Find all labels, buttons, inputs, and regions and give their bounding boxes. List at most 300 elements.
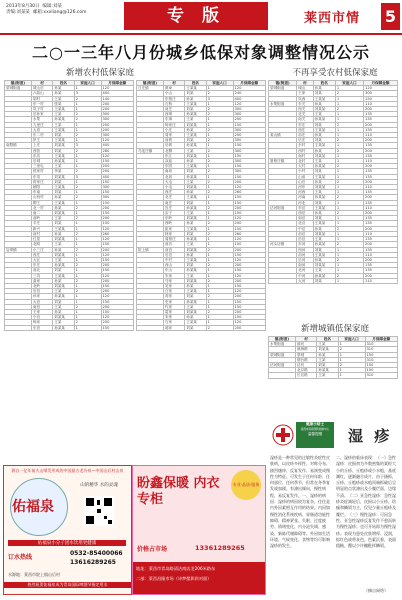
table-cell: 王某某	[313, 174, 335, 179]
table-cell: 王某某	[313, 96, 335, 101]
table-cell: 姜山镇	[269, 133, 297, 138]
table-cell: 王某	[185, 148, 206, 153]
table-cell: 后泊	[31, 289, 52, 294]
column-header: 镇(街道)	[137, 81, 164, 86]
table-cell: 王家	[31, 309, 52, 314]
table-cell: 胡村	[31, 96, 52, 101]
table-cell: 刘某某	[185, 216, 206, 221]
table-cell: 北沽	[297, 221, 313, 226]
table-cell: 前北	[31, 268, 52, 273]
table-cell	[269, 373, 296, 378]
table-cell: 2	[206, 91, 233, 96]
table-cell: 200	[233, 117, 266, 122]
table-cell: 孙某某	[313, 164, 335, 169]
column-header: 家庭人口	[338, 337, 365, 342]
table-cell: 200	[364, 148, 398, 153]
ad-water-slogan: 山的精华 水的灵魂	[80, 483, 118, 488]
table-cell: 2	[74, 117, 101, 122]
table-cell: 1	[338, 352, 365, 357]
table-cell: 三里屯	[31, 164, 52, 169]
table-cell: 孙某	[185, 252, 206, 257]
table-cell: 后城	[31, 159, 52, 164]
table-cell: 东村	[297, 143, 313, 148]
table-cell: 150	[101, 159, 134, 164]
table-cell: 孙某	[53, 278, 74, 283]
table-cell: 110	[364, 205, 398, 210]
table-cell: 东二村	[31, 133, 52, 138]
table-cell: 烟台路	[295, 357, 316, 362]
section-left-title: 新增农村低保家庭	[65, 68, 134, 78]
editor-line: 编辑:刘某	[42, 4, 62, 9]
table-cell: 院上镇	[137, 247, 164, 252]
table-cell: 孙某	[313, 86, 335, 91]
table-cell: 孙某某	[313, 242, 335, 247]
table-cell: 2	[74, 112, 101, 117]
table-cell: 王某	[185, 273, 206, 278]
table-cell: 310	[365, 373, 398, 378]
table-cell: 水集街道	[269, 101, 297, 106]
table-cell: 400	[101, 143, 134, 148]
table-cell: 孙某某	[185, 299, 206, 304]
table-cell: 120	[233, 273, 266, 278]
table-cell: 王某某	[53, 273, 74, 278]
table-cell: 135	[364, 127, 398, 132]
table-cell: 杨家庄	[163, 122, 184, 127]
table-cell: 高家	[163, 294, 184, 299]
table-cell: 山西村	[31, 195, 52, 200]
table-cell: 200	[101, 263, 134, 268]
table-cell: 1	[206, 133, 233, 138]
table-cell: 西关	[297, 107, 313, 112]
table-cell: 150	[365, 352, 398, 357]
table-cell: 150	[101, 200, 134, 205]
table-cell: 2	[74, 278, 101, 283]
table-cell: 孙某	[53, 195, 74, 200]
table-cell: 1	[74, 283, 101, 288]
column-header: 镇(街道)	[269, 337, 296, 342]
table-cell: 王某	[53, 320, 74, 325]
table-cell: 王家	[297, 91, 313, 96]
page-number: 5	[381, 3, 400, 30]
table-cell: 150	[233, 200, 266, 205]
table-cell: 前泊	[163, 247, 184, 252]
table-cell: 王某	[185, 304, 206, 309]
table-cell: 200	[101, 216, 134, 221]
table-cell: 135	[364, 200, 398, 205]
table-cell: 刘某某	[53, 237, 74, 242]
table-cell: 300	[233, 159, 266, 164]
table-cell: 1	[335, 190, 363, 195]
table-cell: 1	[74, 325, 101, 330]
table-cell: 120	[233, 237, 266, 242]
table-cell: 1	[338, 342, 365, 347]
table-cell: 2	[335, 242, 363, 247]
table-cell: 王某某	[185, 257, 206, 262]
table-cell: 马家	[163, 278, 184, 283]
table-cell: 1	[74, 86, 101, 91]
table-cell: 150	[233, 153, 266, 158]
table-cell: 东店	[31, 153, 52, 158]
table-cell: 刘某	[185, 91, 206, 96]
table-cell: 150	[233, 268, 266, 273]
table-cell: 沽河	[295, 363, 316, 368]
article-source: （摘自网络）	[364, 588, 388, 593]
table-cell: 1	[74, 164, 101, 169]
table-cell: 朝阳	[31, 185, 52, 190]
table-cell: 王某	[53, 242, 74, 247]
table-cell: 望城街道	[269, 352, 296, 357]
table-cell: 1	[335, 96, 363, 101]
column-header: 村	[297, 81, 313, 86]
table-cell: 山前	[297, 174, 313, 179]
table-cell: 300	[101, 185, 134, 190]
table-cell: 孙某某	[317, 368, 338, 373]
table-cell: 南河	[297, 263, 313, 268]
table-cell: 东泊	[31, 325, 52, 330]
table-cell: 1	[206, 86, 233, 91]
ad-underwear-headline: 盼鑫保暖 内衣专柜	[137, 476, 220, 507]
table-cell: 王某	[313, 112, 335, 117]
table-cell: 150	[101, 299, 134, 304]
table-cell: 岚西	[297, 96, 313, 101]
table-cell: 刘某某	[53, 174, 74, 179]
table-cell: 史家	[163, 299, 184, 304]
table-cell: 大瓦	[31, 257, 52, 262]
table-cell: 150	[101, 221, 134, 226]
table-cell: 郝家	[163, 325, 184, 330]
table-cell: 刘某	[53, 133, 74, 138]
table-cell: 河头店镇	[269, 242, 297, 247]
table-row	[5, 325, 134, 330]
table-cell: 刘某	[185, 263, 206, 268]
table-cell: 1	[74, 237, 101, 242]
table-cell: 110	[364, 159, 398, 164]
table-cell: 2	[206, 138, 233, 143]
table-cell: 小山	[163, 91, 184, 96]
table-cell: 柳王	[31, 200, 52, 205]
table-cell: 后庄	[297, 138, 313, 143]
ad-water-source: 水源地：莱西市院上镇山后村	[8, 572, 60, 577]
table-cell: 200	[364, 211, 398, 216]
table-cell: 孙某	[185, 96, 206, 101]
table-cell: 1	[335, 159, 363, 164]
table-cell: 300	[233, 107, 266, 112]
table-cell: 刘某	[53, 190, 74, 195]
table-cell: 大河	[297, 278, 313, 283]
table-cell: 120	[364, 86, 398, 91]
table-cell: 1	[74, 299, 101, 304]
table-cell: 2	[335, 211, 363, 216]
table-cell: 2	[74, 205, 101, 210]
table-cell: 200	[233, 263, 266, 268]
table-cell: 侯家村	[31, 169, 52, 174]
table-cell: 刘某	[53, 179, 74, 184]
table-cell: 中村	[163, 257, 184, 262]
table-cell: 120	[101, 294, 134, 299]
table-cell: 310	[365, 347, 398, 352]
table-cell: 马连庄镇	[137, 148, 164, 153]
ad-water-footer: 热烈祝贺佑福泉成为青岛国际啤酒节指定用水	[4, 582, 131, 588]
page-title: 二○一三年八月份城乡低保对象调整情况公示	[32, 43, 370, 62]
table-cell: 河西	[297, 190, 313, 195]
table-cell: 刘某某	[53, 252, 74, 257]
table-cell: 1	[74, 294, 101, 299]
column-header: 月保障金额	[365, 337, 398, 342]
table-cell: 刘某	[185, 138, 206, 143]
table-cell: 刘某	[185, 200, 206, 205]
table-cell: 水集街道	[269, 342, 296, 347]
table-cell: 300	[233, 148, 266, 153]
section-city-title: 新增城镇低保家庭	[300, 324, 369, 334]
table-cell	[5, 325, 32, 330]
table-cell: 前店	[163, 242, 184, 247]
table-cell: 150	[233, 174, 266, 179]
table-cell: 大村	[297, 164, 313, 169]
table-cell: 120	[233, 86, 266, 91]
table-cell: 孙某	[185, 159, 206, 164]
table-cell: 2	[206, 179, 233, 184]
table-cell: 王某	[313, 268, 335, 273]
table-cell: 120	[233, 216, 266, 221]
table-cell: 1	[206, 174, 233, 179]
table-row	[137, 325, 266, 330]
badge-tag: 温馨提醒	[307, 432, 323, 436]
table-cell: 刘某某	[185, 309, 206, 314]
table-cell: 西山	[163, 263, 184, 268]
table-cell: 刘某某	[313, 107, 335, 112]
table-cell: 2	[74, 247, 101, 252]
table-cell: 周家	[163, 133, 184, 138]
table-cell: 刘某某	[53, 315, 74, 320]
column-header: 姓名	[313, 81, 335, 86]
table-cell: 1	[74, 107, 101, 112]
table-cell: 刘某某	[313, 263, 335, 268]
table-cell: 260	[101, 231, 134, 236]
table-cell: 宋家	[163, 315, 184, 320]
table-cell: 北庄	[163, 195, 184, 200]
table-cell: 刘某	[185, 169, 206, 174]
table-cell: 刘某	[185, 107, 206, 112]
table-cell: 110	[364, 101, 398, 106]
table-cell: 200	[233, 325, 266, 330]
red-cross-icon	[272, 424, 294, 446]
column-header: 月保障金额	[364, 81, 398, 86]
table-cell: 2	[206, 263, 233, 268]
table-cell: 王某某	[53, 138, 74, 143]
table-cell: 店埠镇	[5, 247, 32, 252]
table-cell: 刘某	[317, 363, 338, 368]
table-cell: 刘某某	[185, 185, 206, 190]
table-cell: 孙某	[185, 221, 206, 226]
table-cell: 王某	[313, 190, 335, 195]
ad-water-sub: 佑福泉小分子团水饮用更健康	[8, 540, 126, 546]
table-cell: 伊王	[31, 138, 52, 143]
table-cell: 石桥	[163, 101, 184, 106]
table-cell: 2	[335, 107, 363, 112]
table-cell: 1	[338, 357, 365, 362]
table-cell: 孙某某	[313, 117, 335, 122]
table-cell: 135	[364, 190, 398, 195]
table-cell: 刘某某	[185, 278, 206, 283]
table-cell: 孙某某	[53, 294, 74, 299]
table-cell: 1	[206, 200, 233, 205]
table-cell: 1	[74, 226, 101, 231]
table-cell: 120	[233, 289, 266, 294]
table-cell: 2	[206, 190, 233, 195]
table-cell: 孙某	[53, 231, 74, 236]
table-cell: 东关	[297, 101, 313, 106]
table-cell: 1	[335, 153, 363, 158]
table-cell: 1	[74, 122, 101, 127]
table-cell: 刘某	[313, 138, 335, 143]
table-cell: 310	[365, 357, 398, 362]
table-cell: 西村	[297, 148, 313, 153]
table-cell: 刘某	[313, 200, 335, 205]
table-cell: 南关	[297, 117, 313, 122]
table-cell: 孙某	[313, 179, 335, 184]
table-cell: 1	[74, 200, 101, 205]
table-cell: 260	[233, 231, 266, 236]
table-cell: 王某某	[313, 252, 335, 257]
table-cell: 200	[364, 138, 398, 143]
table-cell: 王某某	[185, 195, 206, 200]
table-cell: 1	[335, 185, 363, 190]
table-cell: 1	[335, 252, 363, 257]
table-cell: 200	[364, 242, 398, 247]
section-banner: 专 版	[124, 2, 268, 30]
table-cell: 120	[101, 315, 134, 320]
table-cell: 1	[74, 127, 101, 132]
table-cell: 150	[233, 304, 266, 309]
table-cell: 200	[101, 247, 134, 252]
table-cell: 1	[335, 112, 363, 117]
table-cell: 孙某某	[185, 237, 206, 242]
table-cell: 中河	[297, 273, 313, 278]
column-header: 村	[31, 81, 52, 86]
table-cell: 120	[101, 273, 134, 278]
column-header: 姓名	[53, 81, 74, 86]
table-cell: 1	[206, 268, 233, 273]
table-cell: 150	[364, 96, 398, 101]
table-cell: 刘某	[53, 268, 74, 273]
table-cell: 前岭	[31, 216, 52, 221]
table-cell: 200	[233, 205, 266, 210]
table-cell: 王某某	[185, 320, 206, 325]
table-cell: 300	[101, 195, 134, 200]
table-cell: 200	[101, 289, 134, 294]
table-cell: 1	[206, 153, 233, 158]
table-cell: 王某某	[313, 143, 335, 148]
table-cell: 王某	[313, 159, 335, 164]
table-cell: 西岭	[163, 221, 184, 226]
table-cell: 后孙家	[31, 112, 52, 117]
table-cell: 1	[206, 289, 233, 294]
supervisor-line: 责编:刘某某	[6, 10, 31, 15]
table-cell: 2	[335, 257, 363, 262]
table-cell: 西庄	[31, 252, 52, 257]
table-cell: 孙某	[53, 91, 74, 96]
table-cell: 200	[233, 247, 266, 252]
table-cell: 120	[233, 185, 266, 190]
table-cell: 王某某	[53, 200, 74, 205]
table-cell: 2	[335, 138, 363, 143]
table-cell: 110	[364, 231, 398, 236]
header-rule	[0, 33, 402, 35]
table-cell: 孙某	[313, 257, 335, 262]
table-cell: 六曲山	[31, 91, 52, 96]
table-cell: 280	[101, 148, 134, 153]
table-cell: 张某	[53, 101, 74, 106]
table-cell: 3	[74, 174, 101, 179]
table-cell: 120	[101, 252, 134, 257]
table-cell: 2	[206, 231, 233, 236]
table-cell: 北柳	[163, 148, 184, 153]
table-cell: 200	[101, 205, 134, 210]
table-cell: 前庄	[297, 133, 313, 138]
table-cell: 200	[101, 320, 134, 325]
table-cell: 九里庄	[31, 122, 52, 127]
table-cell: 1	[74, 315, 101, 320]
table-cell: 200	[233, 294, 266, 299]
table-cell: 1	[335, 263, 363, 268]
table-cell: 北关	[297, 112, 313, 117]
table-cell: 150	[233, 283, 266, 288]
table-cell: 150	[365, 363, 398, 368]
table-cell: 王某	[185, 211, 206, 216]
table-cell: 150	[233, 164, 266, 169]
table-cell: 2	[74, 185, 101, 190]
table-cell: 孙某某	[185, 174, 206, 179]
table-cell: 南沽	[297, 216, 313, 221]
table-cell: 2	[335, 179, 363, 184]
table-cell: 刘某	[313, 122, 335, 127]
table-cell: 山后	[297, 179, 313, 184]
table-cell: 东一村	[31, 101, 52, 106]
table-cell: 300	[233, 112, 266, 117]
table-cell: 孙某	[185, 190, 206, 195]
table-cell: 孙某	[313, 211, 335, 216]
table-cell: 北岭	[31, 283, 52, 288]
table-cell: 孙某某	[53, 117, 74, 122]
table-cell: 刘某	[185, 294, 206, 299]
ad-underwear-phone: 13361289265	[195, 544, 245, 552]
table-cell: 孙家	[31, 294, 52, 299]
table-cell: 150	[365, 368, 398, 373]
table-cell: 北坦	[163, 174, 184, 179]
table-cell: 1	[335, 117, 363, 122]
column-header: 姓名	[185, 81, 206, 86]
table-cell: 200	[101, 169, 134, 174]
table-cell: 蒋家庄	[31, 179, 52, 184]
table-cell: 孙某	[317, 352, 338, 357]
table-cell: 1	[335, 174, 363, 179]
table-cell: 东河	[297, 242, 313, 247]
table-cell: 东庄	[297, 122, 313, 127]
table-cell: 2	[74, 96, 101, 101]
table-cell: 崔家	[163, 226, 184, 231]
ad-water-hotline-label: 订水热线	[8, 554, 33, 561]
table-cell: 2	[206, 169, 233, 174]
table-cell: 2	[206, 221, 233, 226]
table-new-rural-mid	[136, 80, 266, 331]
table-cell: 石家	[163, 320, 184, 325]
table-cell: 200	[364, 107, 398, 112]
table-cell: 威海路	[295, 347, 316, 352]
table-cell: 135	[364, 263, 398, 268]
table-cell: 2	[74, 263, 101, 268]
table-cell: 王某	[185, 242, 206, 247]
table-cell: 200	[364, 164, 398, 169]
